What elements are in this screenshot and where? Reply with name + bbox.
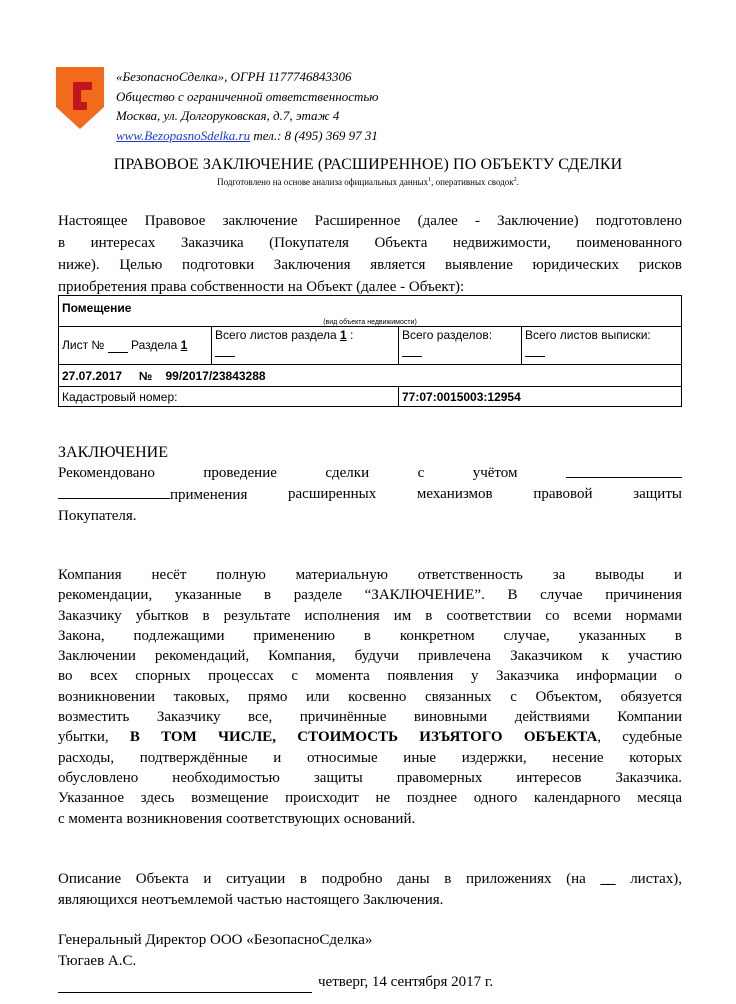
description-paragraph [58,869,682,911]
intro-paragraph [58,210,682,298]
company-phone: тел.: 8 (495) 369 97 31 [253,127,378,143]
intro-line: Настоящее Правовое заключение Расширенное (далее - Заключение) подготовлено [58,213,682,229]
signature-date: четверг, 14 сентября 2017 г. [318,974,494,990]
description-line: являющихся неотъемлемой частью настоящего Заключения. [58,892,444,908]
company-contacts [116,126,378,146]
responsibility-bold-line: убытки, В ТОМ ЧИСЛЕ, СТОИМОСТЬ ИЗЪЯТОГО ОБЪЕКТА, судебные [58,729,682,746]
signature-line [58,978,312,993]
intro-line: в интересах Заказчика (Покупателя Объекта недвижимости, поименованного [58,235,682,251]
conclusion-line: Рекомендовано проведение сделки с учётом [58,463,682,484]
company-name-ogrn: «БезопасноСделка», ОГРН 1177746843306 [116,69,352,84]
document-subtitle: Подготовлено на основе анализа официальных данных$^1$, оперативных сводок$^2$. [217,177,519,187]
conclusion-line: применения расширенных механизмов правовой защиты [58,484,682,506]
conclusion-heading: ЗАКЛЮЧЕНИЕ [58,444,168,461]
company-logo-icon [56,67,104,129]
document-title: ПРАВОВОЕ ЗАКЛЮЧЕНИЕ (РАСШИРЕННОЕ) ПО ОБЪЕКТУ СДЕЛКИ [113,156,623,173]
total-extract-sheets-cell: Всего листов выписки: [522,327,682,365]
total-sections-cell: Всего разделов: [399,327,522,365]
cadastral-label: Кадастровый номер: [59,387,399,407]
signature-block [58,930,493,993]
object-type-caption: (вид объекта недвижимости) [323,319,417,326]
total-section-sheets-cell: Всего листов раздела 1 : [212,327,399,365]
director-position: Генеральный Директор ООО «БезопасноСделка» [58,932,373,948]
description-line: Описание Объекта и ситуации в подробно даны в приложениях (на __ листах), [58,871,683,887]
responsibility-paragraph: Компания несёт полную материальную ответственность за выводы и рекомендации, указанные в разделе “ЗАКЛЮЧЕНИЕ”. В случае причинения Заказчику убытков в результате исполнения им в соответствии со всеми нормами Закона, подлежащими применению в конкретном случае, указанных в Заключении рекомендаций, Компания, будучи привлечена Заказчиком к участию во всех спорных процессах с момента появления у Заказчика информации о возникновении таковых, прямо или косвенно связанных с Объектом, обязуется возместить Заказчику все, причинённые виновными действиями Компании убытки, В ТОМ ЧИСЛЕ, СТОИМОСТЬ ИЗЪЯТОГО ОБЪЕКТА, судебные расходы, подтверждённые и относимые иные издержки, несение которых обусловлено необходимостью защиты правомерных интересов Заказчика. Указанное здесь возмещение происходит не позднее одного календарного месяца с момента возникновения соответствующих оснований. [58,567,682,827]
company-address: Москва, ул. Долгоруковская, д.7, этаж 4 [116,108,340,123]
object-type-cell [59,296,682,327]
extract-date-number-cell: 27.07.2017 № 99/2017/23843288 [59,365,682,387]
object-info-table [58,295,682,407]
intro-line: приобретения права собственности на Объект (далее - Объект): [58,279,465,295]
cadastral-number: 77:07:0015003:12954 [399,387,682,407]
conclusion-paragraph [58,463,682,527]
company-legal-form: Общество с ограниченной ответственностью [116,88,379,104]
object-type: Помещение [62,301,132,315]
director-name: Тюгаев А.С. [58,953,137,969]
extract-date: 27.07.2017 [62,368,123,383]
extract-number: 99/2017/23843288 [165,368,266,383]
company-website-link[interactable]: www.BezopasnoSdelka.ru [116,127,251,143]
signature-date-line [58,972,493,993]
company-info [116,67,378,145]
intro-line: ниже). Целью подготовки Заключения является выявление юридических рисков [58,257,682,273]
sheet-number-cell: Лист № Раздела 1 [59,327,212,365]
conclusion-line: Покупателя. [58,508,137,524]
